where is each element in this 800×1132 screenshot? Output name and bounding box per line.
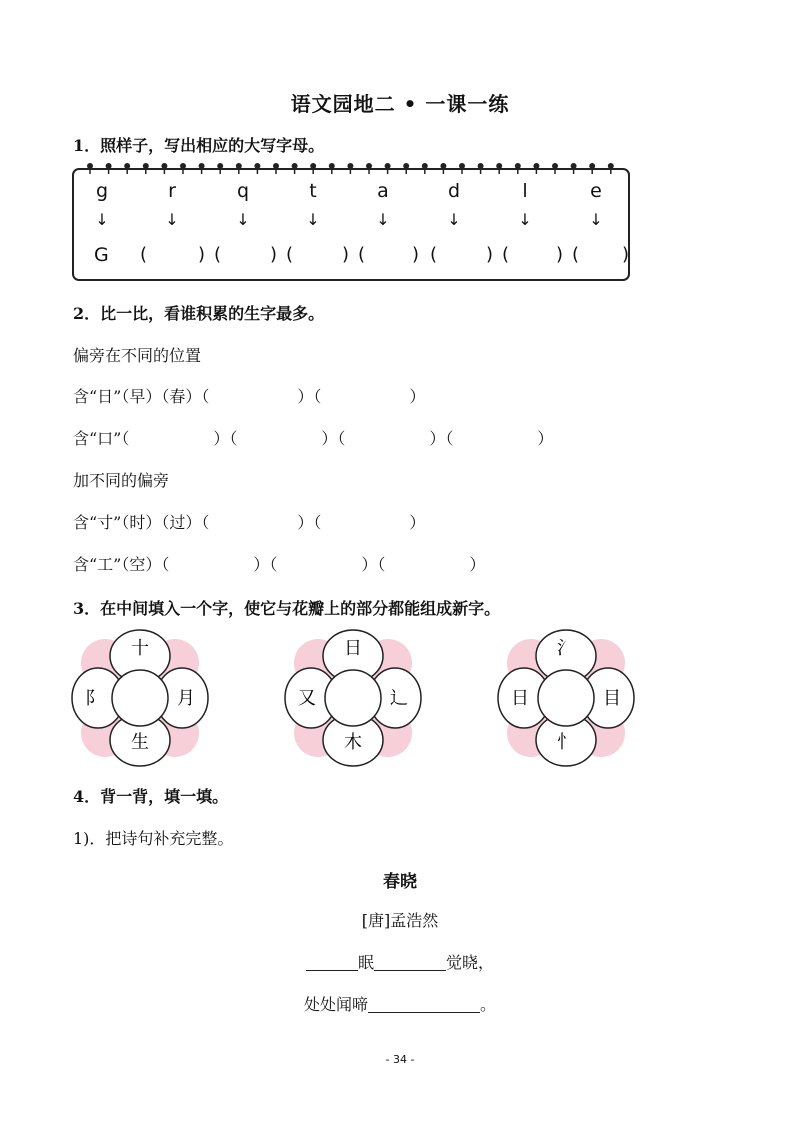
answer-paren-open: ( [286,244,294,265]
answer-paren-close: ) [486,244,494,265]
row-cun [73,510,425,533]
petal-top-char: 日 [344,638,362,659]
down-arrow-icon: ↓ [236,210,250,229]
poem-line-1-blank-2[interactable] [374,952,446,971]
answer-paren-open: ( [214,244,222,265]
letter-d: d [447,180,461,202]
row-gong-end: ） [469,555,486,574]
down-arrow-icon: ↓ [306,210,320,229]
row-kou-sep-3: ）（ [429,429,454,448]
row-ri-end: ） [409,387,426,406]
letter-g: g [95,180,109,202]
question-2-heading: 2．比一比，看谁积累的生字最多。 [73,304,325,323]
page-title: 语文园地二 • 一课一练 [290,92,510,116]
flower-3 [496,628,636,768]
poem-line-1-b: 觉晓， [446,953,495,972]
letter-e: e [590,180,602,202]
question-3-heading: 3．在中间填入一个字，使它与花瓣上的部分都能组成新字。 [73,599,501,618]
answer-paren-close: ) [342,244,350,265]
answer-paren-close: ) [412,244,420,265]
row-ri-mid: ）（ [297,387,322,406]
question-4-heading: 4．背一背，填一填。 [73,787,229,806]
row-kou-prefix: 含“口”（ [73,429,130,448]
down-arrow-icon: ↓ [447,210,461,229]
question-1-heading: 1．照样子，写出相应的大写字母。 [73,136,325,155]
notebook-spiral [72,160,632,180]
petal-left-char: 日 [511,688,529,709]
letter-l: l [522,180,528,202]
row-ri [73,384,425,407]
petal-top-char: 十 [131,638,149,659]
petal-left-char: 又 [298,688,316,709]
row-cun-end: ） [409,513,426,532]
poem-line-1-a: 眠 [357,953,374,972]
row-kou-sep-2: ）（ [321,429,346,448]
answer-paren-close: ) [270,244,278,265]
poem-line-1 [0,950,800,973]
answer-paren-open: ( [358,244,366,265]
answer-paren-open: ( [502,244,510,265]
answer-paren-close: ) [198,244,206,265]
letter-q: q [236,180,250,202]
subheading-position: 偏旁在不同的位置 [73,346,202,365]
letter-t: t [309,180,317,202]
subheading-radicals: 加不同的偏旁 [73,471,170,490]
page-number: - 34 - [385,1053,415,1066]
row-kou-end: ） [537,429,554,448]
row-gong-prefix: 含“工”（空）（ [73,555,170,574]
poem-title: 春晓 [383,872,417,892]
row-kou-sep-1: ）（ [213,429,238,448]
down-arrow-icon: ↓ [589,210,603,229]
down-arrow-icon: ↓ [518,210,532,229]
flower-center-blank[interactable] [538,670,594,726]
row-ri-prefix: 含“日”（早）（春）（ [73,387,210,406]
row-gong-sep-2: ）（ [361,555,386,574]
petal-bottom-char: 生 [131,732,149,753]
poem-line-2-a: 处处闻啼 [303,995,368,1014]
down-arrow-icon: ↓ [95,210,109,229]
answer-paren-close: ) [556,244,564,265]
row-gong [73,552,485,575]
row-kou [73,426,553,449]
down-arrow-icon: ↓ [376,210,390,229]
answer-paren-open: ( [430,244,438,265]
flower-1 [70,628,210,768]
poem-line-2 [0,992,800,1015]
poem-author: [唐]孟浩然 [361,911,439,930]
answer-paren-close: ) [622,244,630,265]
flower-center-blank[interactable] [325,670,381,726]
letter-r: r [168,180,176,202]
petal-top-char: 氵 [557,638,575,659]
row-cun-prefix: 含“寸”（时）（过）（ [73,513,210,532]
row-gong-sep-1: ）（ [253,555,278,574]
question-4-sub: 1)．把诗句补充完整。 [73,829,234,848]
petal-right-char: 月 [177,688,195,709]
poem-line-1-blank-1[interactable] [306,952,358,971]
answer-paren-open: ( [140,244,148,265]
petal-bottom-char: 忄 [557,732,575,753]
petal-right-char: 辶 [390,688,408,709]
poem-line-2-b: 。 [480,995,497,1014]
flower-2 [283,628,423,768]
petal-left-char: 阝 [85,688,103,709]
poem-line-2-blank[interactable] [368,994,480,1013]
down-arrow-icon: ↓ [165,210,179,229]
row-cun-mid: ）（ [297,513,322,532]
letter-a: a [377,180,389,202]
answer-paren-open: ( [572,244,580,265]
flower-center-blank[interactable] [112,670,168,726]
petal-right-char: 目 [603,688,621,709]
example-answer: G [94,244,109,266]
petal-bottom-char: 木 [344,732,362,753]
